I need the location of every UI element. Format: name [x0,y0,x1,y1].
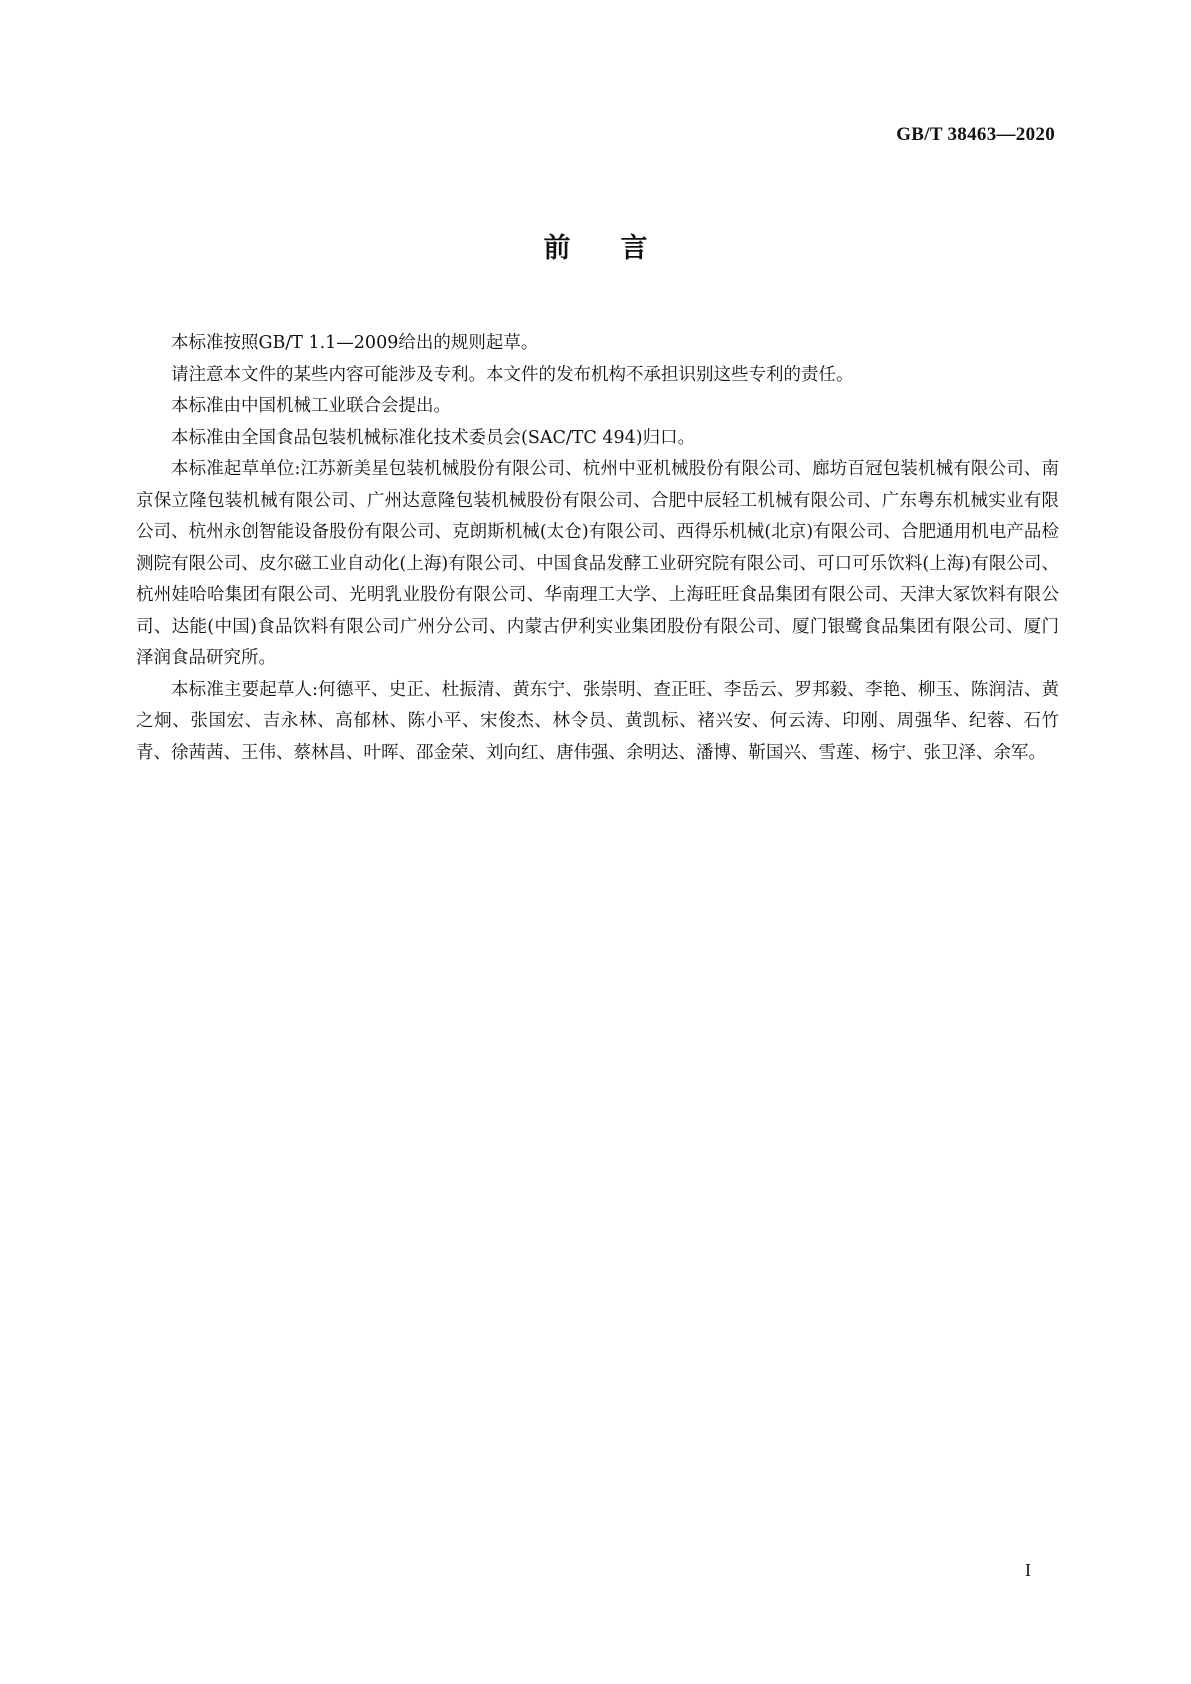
standard-code: GB/T 38463—2020 [896,124,1055,145]
foreword-body [136,328,1059,769]
paragraph-drafting-organizations: 本标准起草单位:江苏新美星包装机械股份有限公司、杭州中亚机械股份有限公司、廊坊百冠包装机械有限公司、南京保立隆包装机械有限公司、广州达意隆包装机械股份有限公司、合肥中辰轻工机械有限公司、广东粤东机械实业有限公司、杭州永创智能设备股份有限公司、克朗斯机械(太仓)有限公司、西得乐机械(北京)有限公司、合肥通用机电产品检测院有限公司、皮尔磁工业自动化(上海)有限公司、中国食品发酵工业研究院有限公司、可口可乐饮料(上海)有限公司、杭州娃哈哈集团有限公司、光明乳业股份有限公司、华南理工大学、上海旺旺食品集团有限公司、天津大冢饮料有限公司、达能(中国)食品饮料有限公司广州分公司、内蒙古伊利实业集团股份有限公司、厦门银鹭食品集团有限公司、厦门泽润食品研究所。 [136,459,1059,668]
page-number: I [1025,1560,1031,1580]
paragraph-drafting-rules: 本标准按照GB/T 1.1—2009给出的规则起草。 [171,333,539,353]
paragraph-proposed-by: 本标准由中国机械工业联合会提出。 [171,396,451,416]
paragraph-main-drafters: 本标准主要起草人:何德平、史正、杜振清、黄东宁、张崇明、查正旺、李岳云、罗邦毅、李艳、柳玉、陈润洁、黄之炯、张国宏、吉永林、高郁林、陈小平、宋俊杰、林令员、黄凯标、褚兴安、何云涛、印刚、周强华、纪蓉、石竹青、徐茜茜、王伟、蔡林昌、叶晖、邵金荣、刘向红、唐伟强、余明达、潘博、靳国兴、雪莲、杨宁、张卫泽、余军。 [136,679,1059,763]
paragraph-patent-notice: 请注意本文件的某些内容可能涉及专利。本文件的发布机构不承担识别这些专利的责任。 [171,364,854,385]
paragraph-under-jurisdiction: 本标准由全国食品包装机械标准化技术委员会(SAC/TC 494)归口。 [171,427,696,448]
page-title: 前言 [543,233,698,264]
